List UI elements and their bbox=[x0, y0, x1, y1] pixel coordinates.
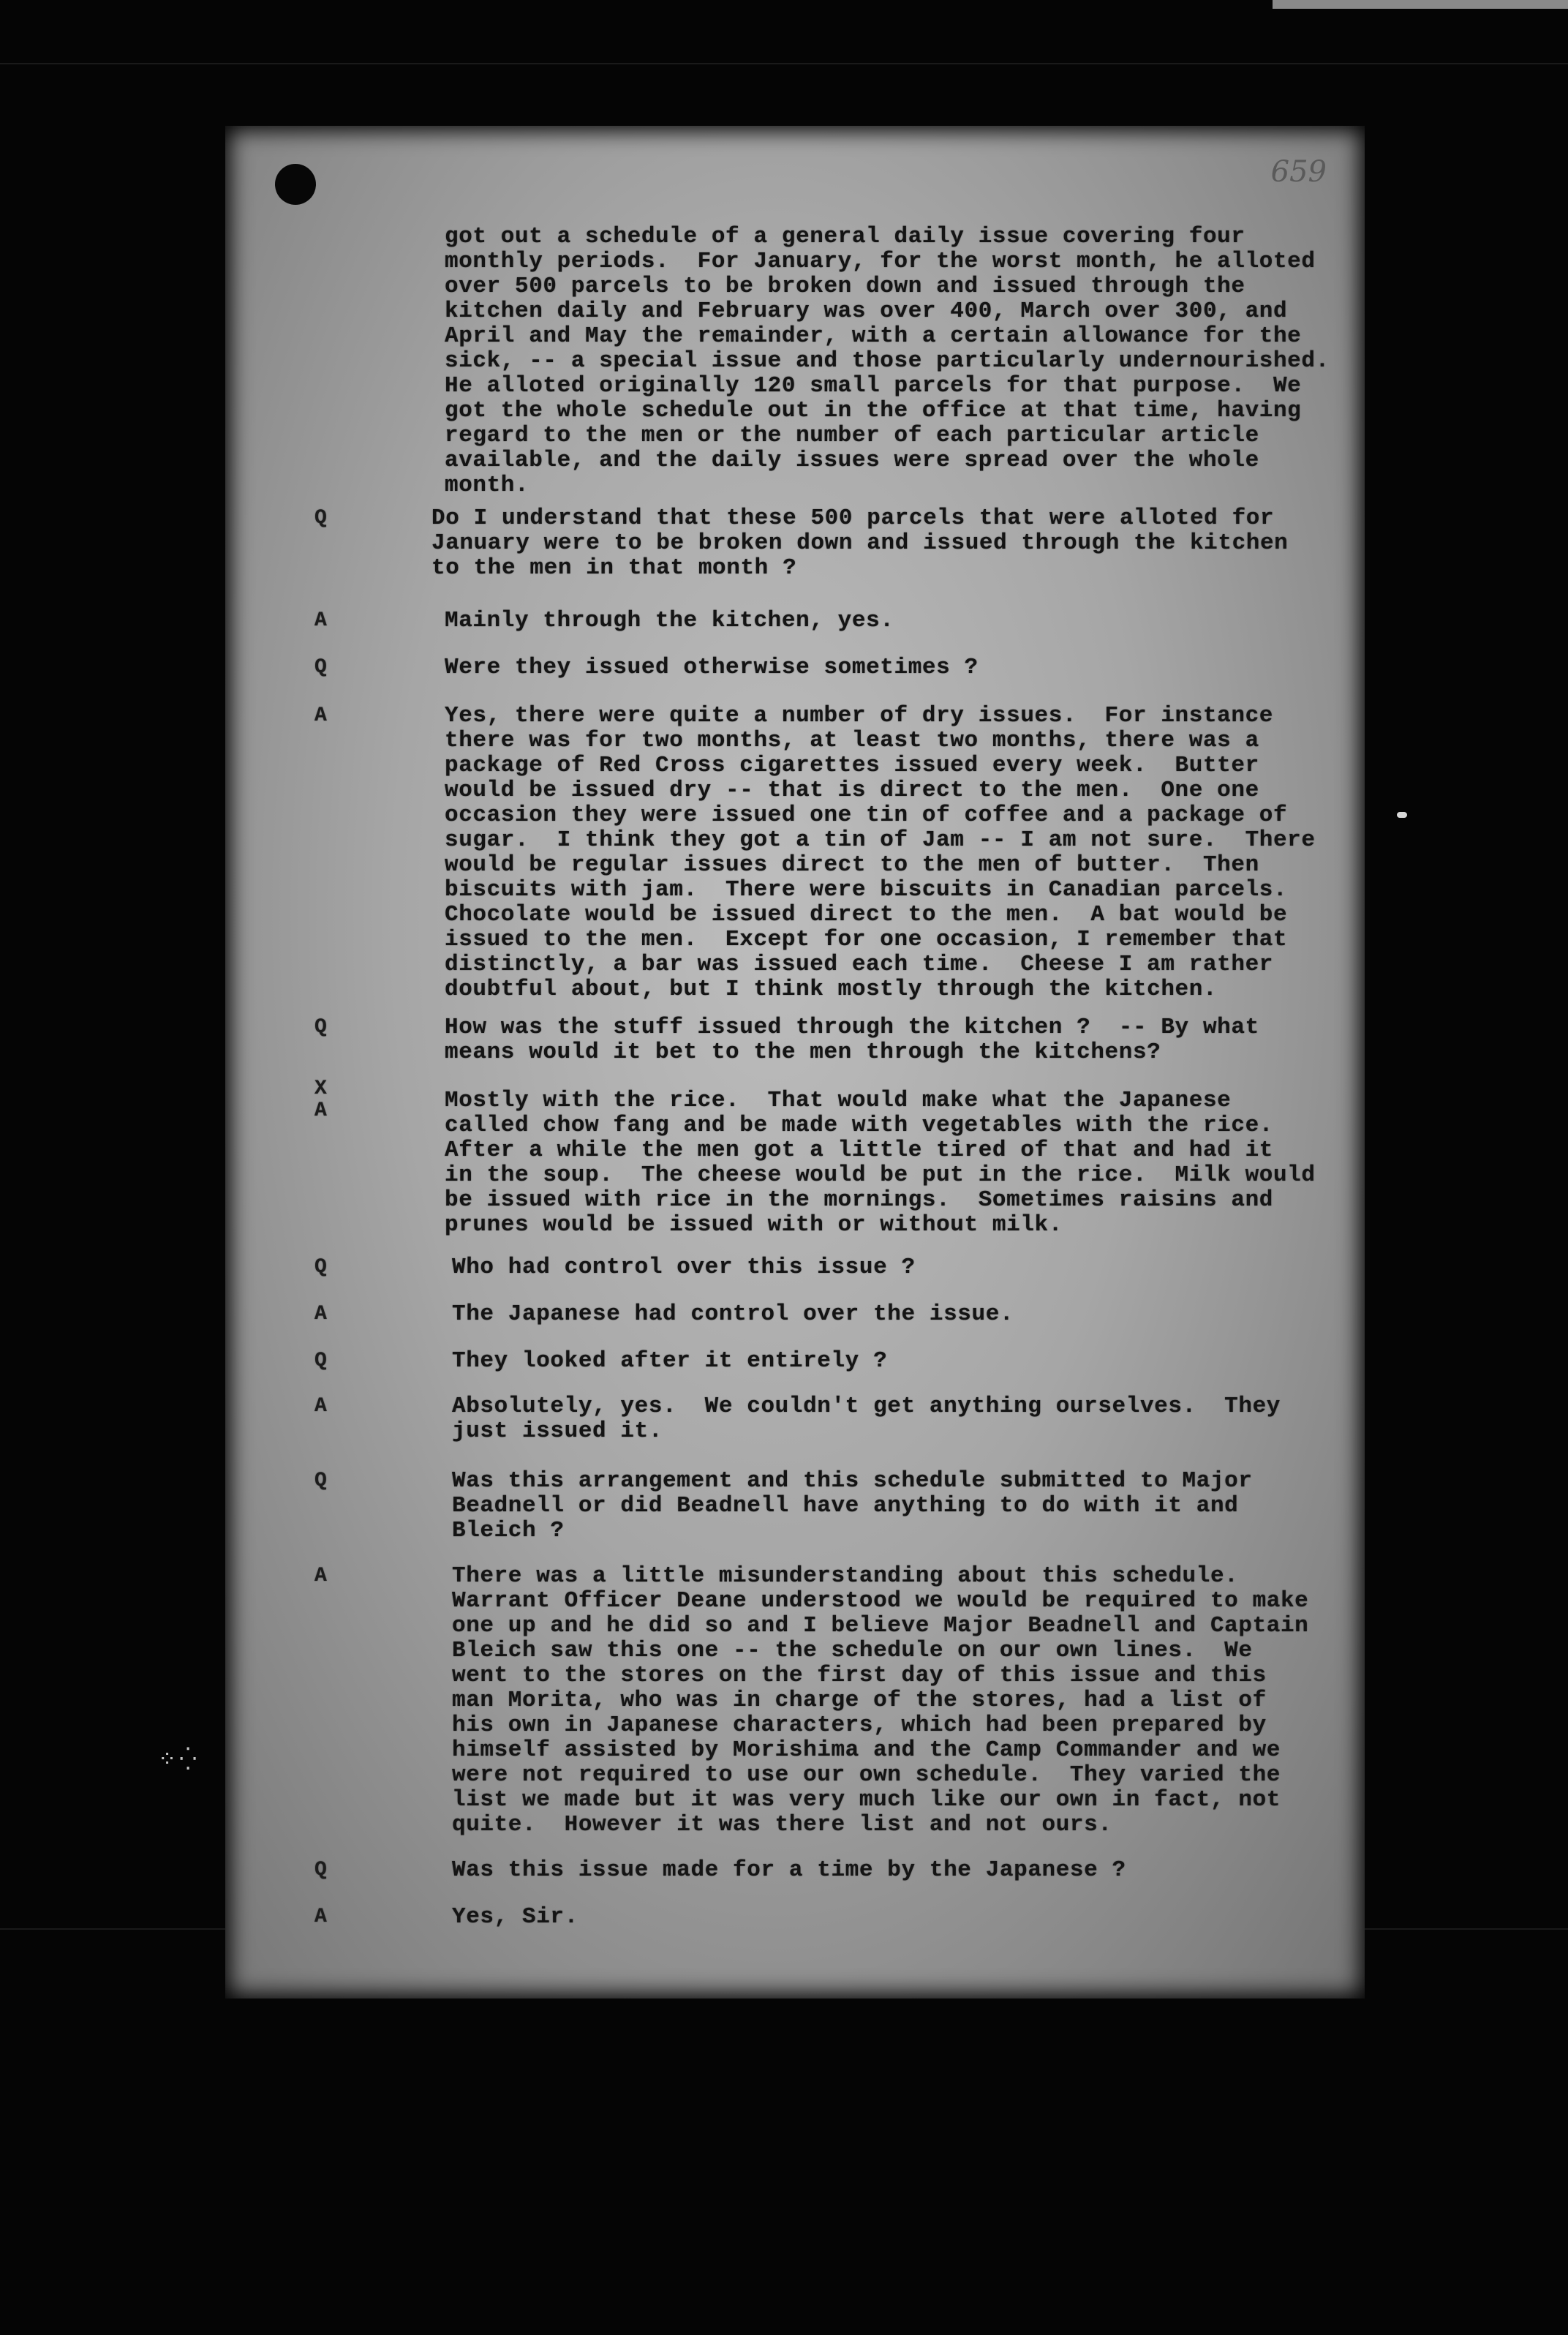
entry-text bbox=[452, 1394, 1352, 1444]
text-line: The Japanese had control over the issue. bbox=[452, 1301, 1014, 1327]
text-line: Mostly with the rice. That would make what the Japanese bbox=[445, 1088, 1232, 1113]
text-line: would be regular issues direct to the men of butter. Then bbox=[445, 852, 1259, 878]
text-line: Was this issue made for a time by the Japanese ? bbox=[452, 1857, 1126, 1883]
speaker-marker: A bbox=[314, 1395, 328, 1418]
entry-text bbox=[452, 1564, 1352, 1838]
text-line: January were to be broken down and issued through the kitchen bbox=[431, 530, 1289, 556]
text-line: means would it bet to the men through the kitchens? bbox=[445, 1039, 1161, 1065]
dust-speck bbox=[1397, 812, 1407, 818]
text-line: There was a little misunderstanding about this schedule. bbox=[452, 1563, 1239, 1589]
entry-text bbox=[452, 1858, 1352, 1883]
text-line: Absolutely, yes. We couldn't get anything ourselves. They bbox=[452, 1394, 1281, 1419]
text-line: kitchen daily and February was over 400, March over 300, and bbox=[445, 298, 1288, 324]
text-line: Bleich saw this one -- the schedule on our own lines. We bbox=[452, 1638, 1253, 1663]
text-line: Warrant Officer Deane understood we would be required to make bbox=[452, 1588, 1309, 1614]
text-line: biscuits with jam. There were biscuits in Canadian parcels. bbox=[445, 877, 1288, 903]
text-line: Was this arrangement and this schedule submitted to Major bbox=[452, 1468, 1253, 1494]
scan-edge-strip bbox=[1273, 0, 1568, 9]
entry-text bbox=[445, 225, 1344, 498]
text-line: Who had control over this issue ? bbox=[452, 1255, 916, 1280]
text-line: regard to the men or the number of each particular article bbox=[445, 423, 1259, 448]
text-line: Chocolate would be issued direct to the men. A bat would be bbox=[445, 902, 1288, 928]
text-line: his own in Japanese characters, which had been prepared by bbox=[452, 1712, 1267, 1738]
text-line: man Morita, who was in charge of the stores, had a list of bbox=[452, 1688, 1267, 1713]
text-line: Do I understand that these 500 parcels that were alloted for bbox=[431, 505, 1275, 531]
text-line: were not required to use our own schedule. They varied the bbox=[452, 1762, 1281, 1788]
text-line: April and May the remainder, with a certain allowance for the bbox=[445, 323, 1302, 349]
text-line: Yes, Sir. bbox=[452, 1904, 578, 1930]
speaker-marker: A bbox=[314, 1906, 328, 1928]
entry-text bbox=[452, 1302, 1352, 1327]
text-line: sick, -- a special issue and those particularly undernourished. bbox=[445, 348, 1330, 374]
speaker-marker: A bbox=[314, 1565, 328, 1587]
testimony-transcript bbox=[225, 126, 1365, 1999]
text-line: Bleich ? bbox=[452, 1518, 565, 1543]
text-line: one up and he did so and I believe Major Beadnell and Captain bbox=[452, 1613, 1309, 1639]
speaker-marker: A bbox=[314, 609, 328, 632]
text-line: How was the stuff issued through the kitchen ? -- By what bbox=[445, 1015, 1259, 1040]
text-line: doubtful about, but I think mostly through the kitchen. bbox=[445, 977, 1218, 1002]
entry-text bbox=[445, 609, 1344, 633]
text-line: got out a schedule of a general daily issue covering four bbox=[445, 224, 1245, 249]
speaker-marker: A bbox=[314, 1303, 328, 1326]
entry-text bbox=[445, 1015, 1344, 1065]
text-line: Mainly through the kitchen, yes. bbox=[445, 608, 894, 633]
text-line: got the whole schedule out in the office at that time, having bbox=[445, 398, 1302, 424]
document-page bbox=[225, 126, 1365, 1999]
text-line: Were they issued otherwise sometimes ? bbox=[445, 655, 979, 680]
text-line: sugar. I think they got a tin of Jam -- I am not sure. There bbox=[445, 827, 1316, 853]
text-line: would be issued dry -- that is direct to the men. One one bbox=[445, 778, 1259, 803]
film-scratch bbox=[0, 63, 1568, 64]
text-line: Yes, there were quite a number of dry issues. For instance bbox=[445, 703, 1273, 729]
text-line: distinctly, a bar was issued each time. Cheese I am rather bbox=[445, 952, 1273, 977]
scan-smudge: ⁘⁛ bbox=[158, 1747, 200, 1772]
speaker-marker: X A bbox=[314, 1078, 328, 1122]
text-line: package of Red Cross cigarettes issued every week. Butter bbox=[445, 753, 1259, 778]
speaker-marker: Q bbox=[314, 507, 328, 530]
speaker-marker: Q bbox=[314, 1470, 328, 1492]
text-line: They looked after it entirely ? bbox=[452, 1348, 888, 1374]
entry-text bbox=[452, 1349, 1352, 1374]
text-line: prunes would be issued with or without milk. bbox=[445, 1212, 1063, 1238]
text-line: over 500 parcels to be broken down and issued through the bbox=[445, 274, 1245, 299]
page-number: 659 bbox=[1270, 155, 1327, 189]
text-line: After a while the men got a little tired of that and had it bbox=[445, 1138, 1273, 1163]
entry-text bbox=[431, 506, 1331, 581]
text-line: available, and the daily issues were spread over the whole bbox=[445, 448, 1259, 473]
speaker-marker: A bbox=[314, 704, 328, 727]
text-line: Beadnell or did Beadnell have anything to do with it and bbox=[452, 1493, 1239, 1519]
text-line: there was for two months, at least two months, there was a bbox=[445, 728, 1259, 753]
speaker-marker: Q bbox=[314, 656, 328, 679]
text-line: called chow fang and be made with vegetables with the rice. bbox=[445, 1113, 1273, 1138]
entry-text bbox=[452, 1469, 1352, 1543]
text-line: occasion they were issued one tin of coffee and a package of bbox=[445, 802, 1288, 828]
speaker-marker: Q bbox=[314, 1859, 328, 1881]
text-line: himself assisted by Morishima and the Camp Commander and we bbox=[452, 1737, 1281, 1763]
text-line: list we made but it was very much like our own in fact, not bbox=[452, 1787, 1281, 1813]
text-line: monthly periods. For January, for the worst month, he alloted bbox=[445, 249, 1316, 274]
text-line: be issued with rice in the mornings. Sometimes raisins and bbox=[445, 1187, 1273, 1213]
speaker-marker: Q bbox=[314, 1350, 328, 1372]
text-line: to the men in that month ? bbox=[431, 555, 797, 581]
text-line: month. bbox=[445, 473, 529, 498]
speaker-marker: Q bbox=[314, 1256, 328, 1279]
text-line: He alloted originally 120 small parcels for that purpose. We bbox=[445, 373, 1302, 399]
speaker-marker: Q bbox=[314, 1016, 328, 1039]
entry-text bbox=[445, 1088, 1344, 1238]
text-line: in the soup. The cheese would be put in the rice. Milk would bbox=[445, 1162, 1316, 1188]
text-line: just issued it. bbox=[452, 1418, 663, 1444]
entry-text bbox=[452, 1905, 1352, 1930]
entry-text bbox=[445, 655, 1344, 680]
text-line: went to the stores on the first day of this issue and this bbox=[452, 1663, 1267, 1688]
entry-text bbox=[445, 704, 1344, 1002]
text-line: quite. However it was there list and not ours. bbox=[452, 1812, 1112, 1838]
entry-text bbox=[452, 1255, 1352, 1280]
text-line: issued to the men. Except for one occasion, I remember that bbox=[445, 927, 1288, 952]
